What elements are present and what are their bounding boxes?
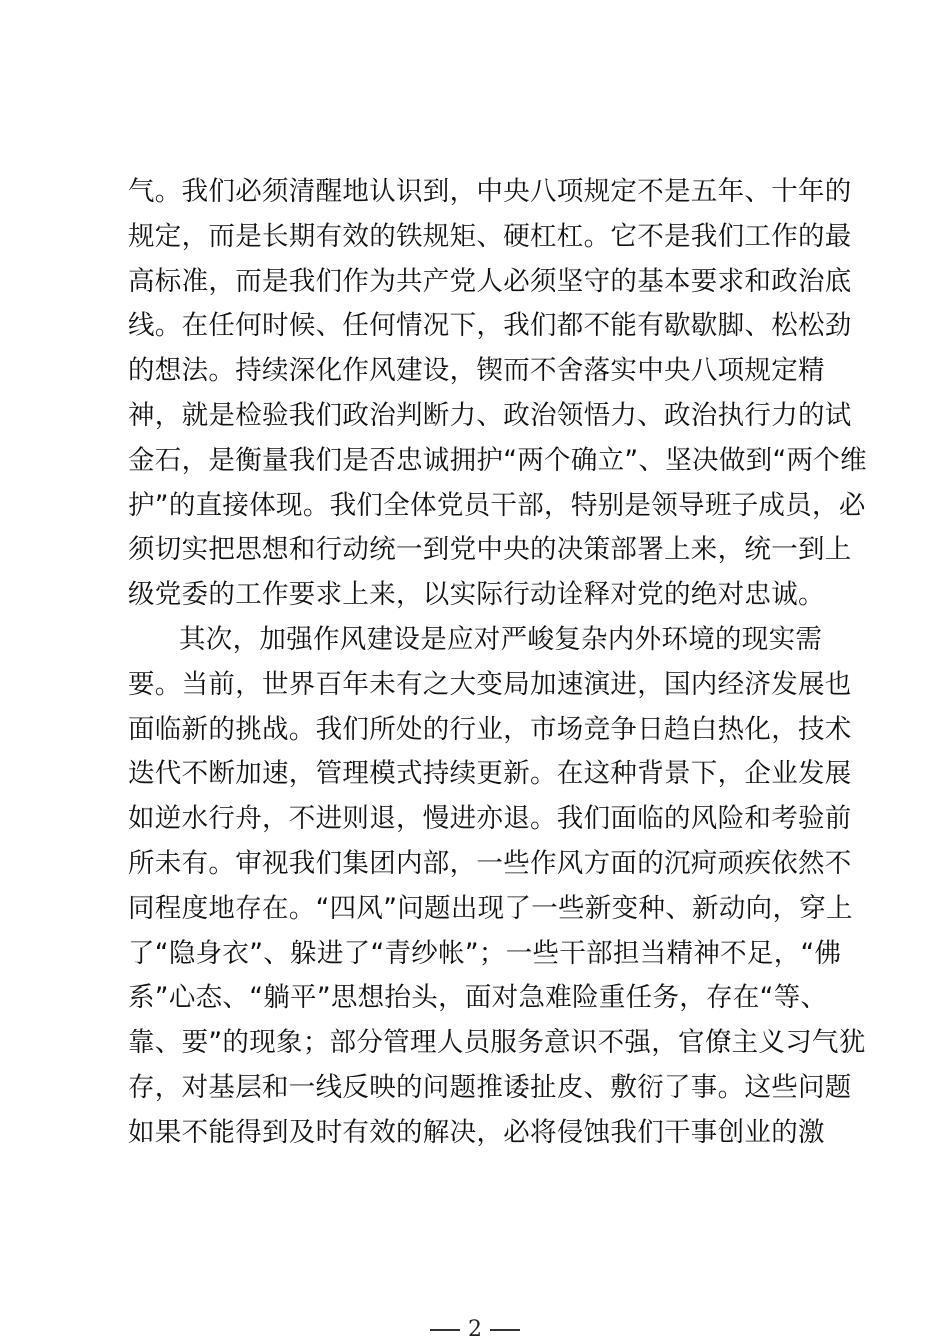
text-line: 护”的直接体现。我们全体党员干部，特别是领导班子成员，必 — [128, 489, 866, 521]
text-line: 如逆水行舟，不进则退，慢进亦退。我们面临的风险和考验前 — [128, 803, 852, 835]
text-line: 所未有。审视我们集团内部，一些作风方面的沉疴顽疾依然不 — [128, 847, 852, 879]
text-line: 同程度地存在。“四风”问题出现了一些新变种、新动向，穿上 — [128, 892, 853, 924]
text-line: 须切实把思想和行动统一到党中央的决策部署上来，统一到上 — [128, 534, 852, 566]
text-line: 线。在任何时候、任何情况下，我们都不能有歇歇脚、松松劲 — [128, 310, 852, 342]
paragraph-start-line: 其次，加强作风建设是应对严峻复杂内外环境的现实需 — [179, 623, 823, 655]
page-number: 2 — [468, 1317, 482, 1342]
text-line: 存，对基层和一线反映的问题推诿扯皮、敷衍了事。这些问题 — [128, 1071, 852, 1103]
text-line: 高标准，而是我们作为共产党人必须坚守的基本要求和政治底 — [128, 265, 852, 297]
text-line: 迭代不断加速，管理模式持续更新。在这种背景下，企业发展 — [128, 758, 852, 790]
text-line: 级党委的工作要求上来，以实际行动诠释对党的绝对忠诚。 — [128, 579, 825, 611]
footer-dash-right — [490, 1329, 520, 1331]
text-line: 气。我们必须清醒地认识到，中央八项规定不是五年、十年的 — [128, 176, 852, 207]
text-line: 了“隐身衣”、躲进了“青纱帐”；一些干部担当精神不足，“佛 — [128, 937, 842, 969]
text-line: 神，就是检验我们政治判断力、政治领悟力、政治执行力的试 — [128, 399, 852, 431]
text-line: 金石，是衡量我们是否忠诚拥护“两个确立”、坚决做到“两个维 — [128, 444, 867, 476]
text-line: 的想法。持续深化作风建设，锲而不舍落实中央八项规定精 — [128, 355, 825, 387]
text-line: 要。当前，世界百年未有之大变局加速演进，国内经济发展也 — [128, 668, 852, 700]
page-footer — [0, 1316, 950, 1344]
text-line: 靠、要”的现象；部分管理人员服务意识不强，官僚主义习气犹 — [128, 1027, 866, 1059]
text-line: 系”心态、“躺平”思想抬头，面对急难险重任务，存在“等、 — [128, 982, 828, 1014]
text-line: 面临新的挑战。我们所处的行业，市场竞争日趋白热化，技术 — [128, 713, 852, 745]
footer-dash-left — [430, 1329, 460, 1331]
body-text — [128, 170, 867, 1156]
text-line: 规定，而是长期有效的铁规矩、硬杠杠。它不是我们工作的最 — [128, 220, 852, 252]
text-line: 如果不能得到及时有效的解决，必将侵蚀我们干事创业的激 — [128, 1116, 825, 1148]
